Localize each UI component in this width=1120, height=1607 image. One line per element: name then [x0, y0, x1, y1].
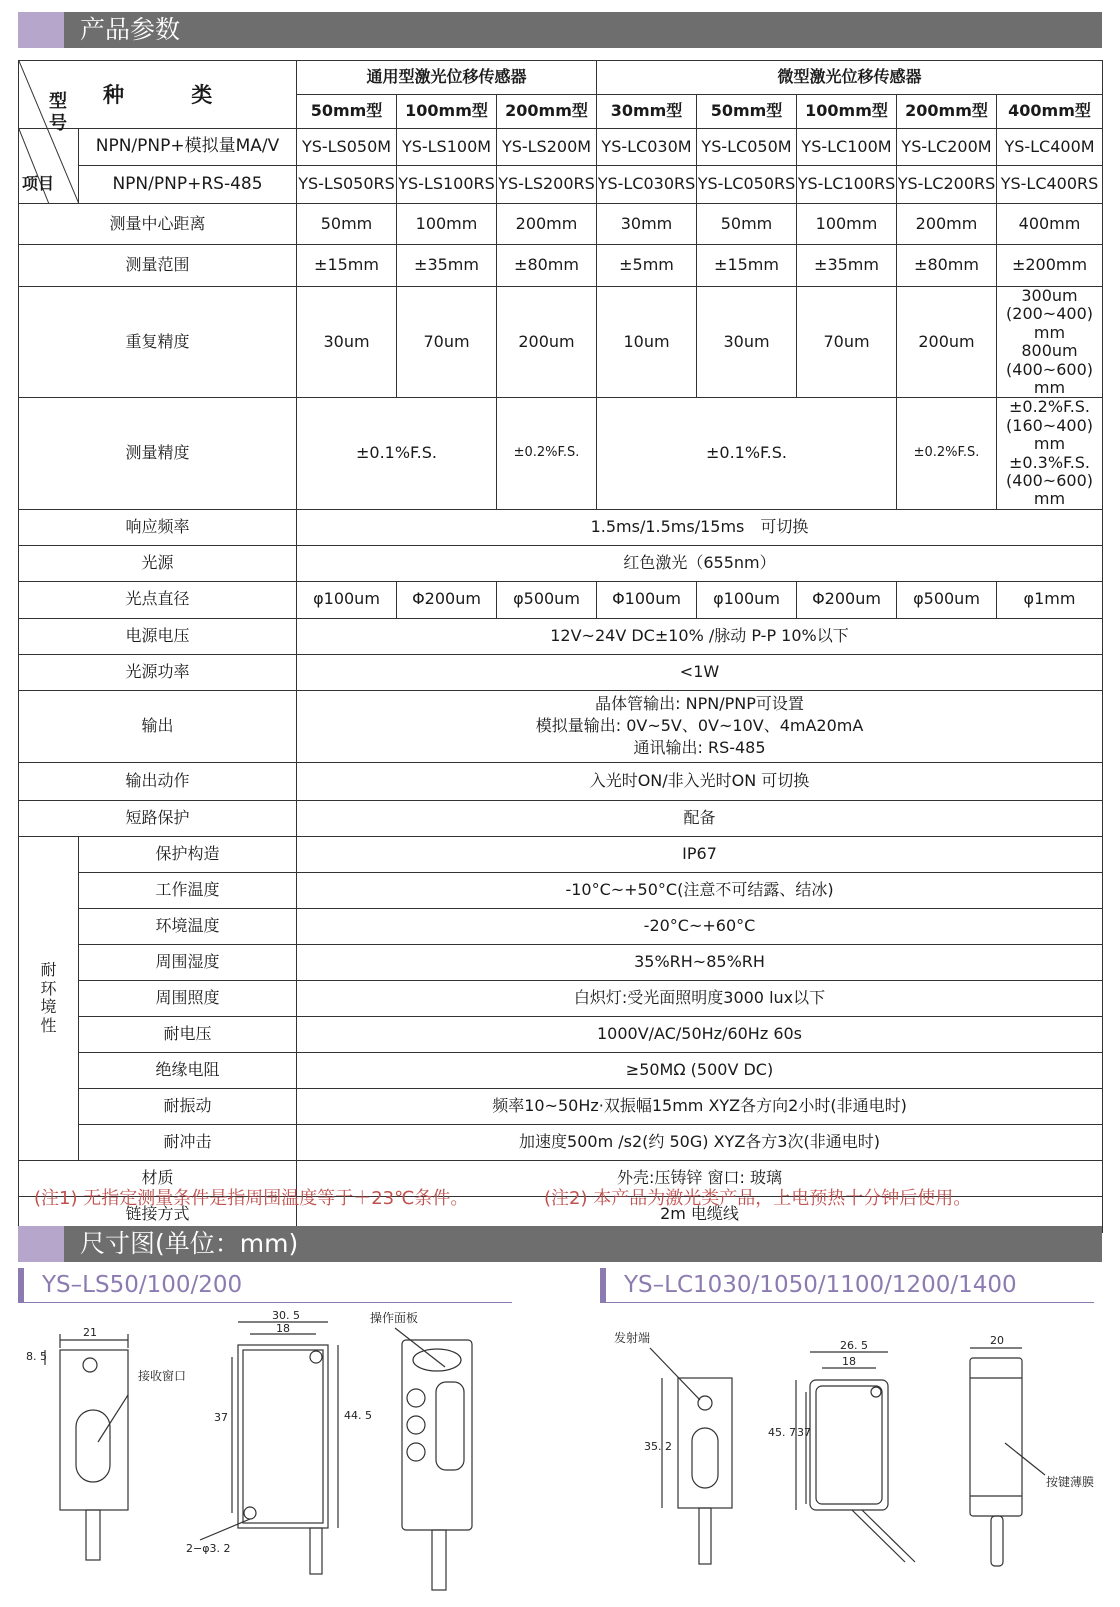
repeat-label: 重复精度	[19, 287, 297, 398]
value-cell: 70um	[397, 287, 497, 398]
value-cell: ±80mm	[497, 245, 597, 287]
spot-cell: φ1mm	[997, 581, 1103, 618]
dim-text: 37	[797, 1426, 811, 1439]
env-value: 35%RH~85%RH	[297, 944, 1103, 980]
value-cell: ±80mm	[897, 245, 997, 287]
spot-label: 光点直径	[19, 581, 297, 618]
model-cell: YS-LS100RS	[397, 166, 497, 204]
range-label: 测量范围	[19, 245, 297, 287]
env-char: 耐	[40, 960, 57, 980]
env-label: 周围湿度	[79, 944, 297, 980]
ls-back-hole	[244, 1507, 256, 1519]
model-cell: YS-LS200RS	[497, 166, 597, 204]
value-cell: 200um	[897, 287, 997, 398]
output-line: 模拟量输出: 0V~5V、0V~10V、4mA20mA	[535, 716, 864, 736]
lc-back-body	[810, 1380, 888, 1510]
value-cell: 70um	[797, 287, 897, 398]
repeat-last-line: 800um	[1021, 341, 1078, 361]
dim-text: 35. 2	[644, 1440, 672, 1453]
accuracy-c: ±0.1%F.S.	[597, 398, 897, 509]
env-label: 周围照度	[79, 980, 297, 1016]
env-label: 耐冲击	[79, 1124, 297, 1160]
value-cell: 30um	[297, 287, 397, 398]
model-cell: YS-LC100RS	[797, 166, 897, 204]
type-cell: 30mm型	[597, 95, 697, 129]
drawing-label: 发射端	[614, 1331, 651, 1345]
ls-back-body	[238, 1345, 328, 1528]
ls-side-display	[436, 1382, 464, 1470]
model-cell: YS-LC050M	[697, 129, 797, 166]
ls-front-window	[76, 1410, 110, 1482]
model-cell: YS-LC050RS	[697, 166, 797, 204]
env-value: 1000V/AC/50Hz/60Hz 60s	[297, 1016, 1103, 1052]
model-cell: YS-LS050RS	[297, 166, 397, 204]
subtitle-text: YS–LS50/100/200	[42, 1272, 243, 1298]
env-value: 频率10~50Hz·双振幅15mm XYZ各方向2小时(非通电时)	[297, 1088, 1103, 1124]
section-title: 尺寸图(单位：mm)	[80, 1229, 299, 1258]
value-cell: 50mm	[697, 204, 797, 245]
dim-text: 8. 5	[26, 1350, 47, 1363]
lc-back-cable	[862, 1510, 915, 1562]
repeat-last-line: (200~400) mm	[1006, 304, 1093, 342]
section-header-params	[18, 12, 1102, 48]
type-cell: 50mm型	[697, 95, 797, 129]
env-value: ≥50MΩ (500V DC)	[297, 1052, 1103, 1088]
accuracy-last-cell	[997, 398, 1103, 509]
spot-cell: φ500um	[897, 581, 997, 618]
env-value: -10°C~+50°C(注意不可结露、结冰)	[297, 872, 1103, 908]
lc-side-cable	[991, 1516, 1003, 1566]
model-cell: YS-LC200RS	[897, 166, 997, 204]
accuracy-last-line: (400~600) mm	[1006, 470, 1093, 509]
header-accent-bar	[18, 12, 64, 48]
spot-cell: Φ200um	[797, 581, 897, 618]
ls-front-hole	[83, 1358, 97, 1372]
model-cell: YS-LS200M	[497, 129, 597, 166]
note-2: (注2) 本产品为激光类产品，上电预热十分钟后使用。	[544, 1188, 972, 1209]
dim-text: 2−φ3. 2	[186, 1542, 231, 1555]
value-cell: 100mm	[797, 204, 897, 245]
group-general: 通用型激光位移传感器	[297, 61, 597, 95]
type-cell: 100mm型	[797, 95, 897, 129]
dim-text: 21	[83, 1326, 97, 1339]
response-value: 1.5ms/1.5ms/15ms 可切换	[297, 509, 1103, 545]
drawing-label: 操作面板	[370, 1311, 419, 1325]
model-cell: YS-LS100M	[397, 129, 497, 166]
model-cell: YS-LC400M	[997, 129, 1103, 166]
value-cell: ±5mm	[597, 245, 697, 287]
model-cell: YS-LC100M	[797, 129, 897, 166]
row-ma-label: NPN/PNP+模拟量MA/V	[79, 129, 297, 166]
accuracy-last-line: ±0.2%F.S.	[1009, 397, 1091, 417]
center-dist-label: 测量中心距离	[19, 204, 297, 245]
env-char: 性	[40, 1015, 57, 1035]
spot-cell: φ500um	[497, 581, 597, 618]
dim-text: 18	[842, 1355, 856, 1368]
lc-front-hole	[698, 1396, 712, 1410]
value-cell: ±15mm	[297, 245, 397, 287]
value-cell: ±200mm	[997, 245, 1103, 287]
spot-cell: φ100um	[697, 581, 797, 618]
accuracy-b: ±0.2%F.S.	[497, 398, 597, 509]
ls-front-body	[60, 1350, 128, 1510]
dimension-drawings	[0, 1300, 1120, 1600]
short-value: 配备	[297, 800, 1103, 836]
repeat-last-line: 300um	[1021, 286, 1078, 305]
short-label: 短路保护	[19, 800, 297, 836]
light-value: 红色激光（655nm）	[297, 545, 1103, 581]
dim-text: 20	[990, 1334, 1004, 1347]
env-value: 白炽灯:受光面照明度3000 lux以下	[297, 980, 1103, 1016]
ls-back-inner	[243, 1350, 323, 1523]
voltage-label: 电源电压	[19, 618, 297, 654]
leader-line	[200, 1519, 250, 1540]
corner-item-cell	[19, 129, 79, 204]
value-cell: 50mm	[297, 204, 397, 245]
leader-line	[1005, 1443, 1045, 1475]
group-micro: 微型激光位移传感器	[597, 61, 1103, 95]
ls-side-button	[407, 1389, 425, 1407]
env-value: 加速度500m /s2(约 50G) XYZ各方3次(非通电时)	[297, 1124, 1103, 1160]
connect-value: 2m 电缆线	[297, 1196, 1103, 1232]
ls-front-cable	[86, 1510, 100, 1560]
material-label: 材质	[19, 1160, 297, 1196]
action-value: 入光时ON/非入光时ON 可切换	[297, 762, 1103, 800]
connect-label: 链接方式	[19, 1196, 297, 1232]
type-cell: 200mm型	[897, 95, 997, 129]
lc-back-cable	[852, 1510, 905, 1562]
value-cell: ±35mm	[797, 245, 897, 287]
corner-item: 项目	[22, 173, 55, 193]
note-1: (注1) 无指定测量条件是指周围温度等于＋23℃条件。	[34, 1188, 469, 1209]
header-accent-bar	[18, 1226, 64, 1262]
env-label: 耐电压	[79, 1016, 297, 1052]
power-label: 光源功率	[19, 654, 297, 690]
env-char: 境	[40, 997, 57, 1017]
value-cell: 30mm	[597, 204, 697, 245]
ls-side-body	[402, 1340, 472, 1530]
value-cell: ±35mm	[397, 245, 497, 287]
env-char: 环	[40, 978, 57, 998]
type-cell: 400mm型	[997, 95, 1103, 129]
subtitle-accent-bar	[600, 1268, 606, 1302]
value-cell: ±15mm	[697, 245, 797, 287]
leader-line	[98, 1395, 128, 1442]
model-cell: YS-LC030M	[597, 129, 697, 166]
value-cell: 200mm	[897, 204, 997, 245]
value-cell: 400mm	[997, 204, 1103, 245]
output-line: 晶体管输出: NPN/PNP可设置	[595, 694, 804, 714]
light-label: 光源	[19, 545, 297, 581]
env-label: 保护构造	[79, 836, 297, 872]
output-value	[297, 690, 1103, 762]
value-cell: 200mm	[497, 204, 597, 245]
lc-back-inner	[816, 1386, 882, 1504]
value-cell: 100mm	[397, 204, 497, 245]
subtitle-text: YS–LC1030/1050/1100/1200/1400	[624, 1272, 1017, 1298]
ls-back-cable	[310, 1528, 322, 1574]
env-label: 环境温度	[79, 908, 297, 944]
subtitle-accent-bar	[18, 1268, 24, 1302]
row-rs-label: NPN/PNP+RS-485	[79, 166, 297, 204]
repeat-last-line: (400~600) mm	[1006, 359, 1093, 397]
type-cell: 200mm型	[497, 95, 597, 129]
kind-label: 种 类	[103, 83, 243, 107]
value-cell: 200um	[497, 287, 597, 398]
drawing-label: 按键薄膜	[1046, 1475, 1095, 1489]
accuracy-d: ±0.2%F.S.	[897, 398, 997, 509]
env-value: -20°C~+60°C	[297, 908, 1103, 944]
model-cell: YS-LC200M	[897, 129, 997, 166]
type-cell: 50mm型	[297, 95, 397, 129]
accuracy-last-line: (160~400) mm	[1006, 415, 1093, 454]
dim-text: 45. 7	[768, 1426, 796, 1439]
value-cell: 30um	[697, 287, 797, 398]
corner-model: 型号	[49, 91, 67, 134]
model-cell: YS-LC400RS	[997, 166, 1103, 204]
section-title: 产品参数	[80, 15, 181, 44]
action-label: 输出动作	[19, 762, 297, 800]
type-cell: 100mm型	[397, 95, 497, 129]
dim-text: 37	[214, 1411, 228, 1424]
voltage-value: 12V~24V DC±10% /脉动 P-P 10%以下	[297, 618, 1103, 654]
dim-text: 30. 5	[272, 1309, 300, 1322]
output-label: 输出	[19, 690, 297, 762]
lc-back-hole	[871, 1387, 881, 1397]
model-cell: YS-LS050M	[297, 129, 397, 166]
power-value: <1W	[297, 654, 1103, 690]
response-label: 响应频率	[19, 509, 297, 545]
lc-front-window	[692, 1428, 718, 1488]
env-label: 耐振动	[79, 1088, 297, 1124]
repeat-last-cell	[997, 287, 1103, 398]
model-cell: YS-LC030RS	[597, 166, 697, 204]
output-line: 通讯输出: RS-485	[633, 738, 766, 758]
dim-text: 18	[276, 1322, 290, 1335]
spot-cell: Φ100um	[597, 581, 697, 618]
ls-back-hole	[310, 1351, 322, 1363]
section-header-dims	[18, 1226, 1102, 1262]
env-label: 工作温度	[79, 872, 297, 908]
ls-side-button	[407, 1443, 425, 1461]
material-value: 外壳:压铸锌 窗口: 玻璃	[297, 1160, 1103, 1196]
lc-front-cable	[699, 1508, 711, 1564]
dim-text: 44. 5	[344, 1409, 372, 1422]
dim-text: 26. 5	[840, 1339, 868, 1352]
leader-line	[650, 1348, 700, 1400]
value-cell: 10um	[597, 287, 697, 398]
accuracy-a: ±0.1%F.S.	[297, 398, 497, 509]
drawing-label: 接收窗口	[138, 1369, 187, 1383]
env-label: 绝缘电阻	[79, 1052, 297, 1088]
spot-cell: Φ200um	[397, 581, 497, 618]
ls-side-cable	[432, 1530, 446, 1590]
spec-table	[18, 60, 1103, 1233]
corner-cell	[19, 61, 297, 134]
accuracy-label: 测量精度	[19, 398, 297, 509]
env-value: IP67	[297, 836, 1103, 872]
accuracy-last-line: ±0.3%F.S.	[1009, 452, 1091, 472]
spot-cell: φ100um	[297, 581, 397, 618]
env-group-label	[19, 836, 79, 1160]
lc-side-body	[970, 1358, 1022, 1516]
ls-side-button	[407, 1416, 425, 1434]
